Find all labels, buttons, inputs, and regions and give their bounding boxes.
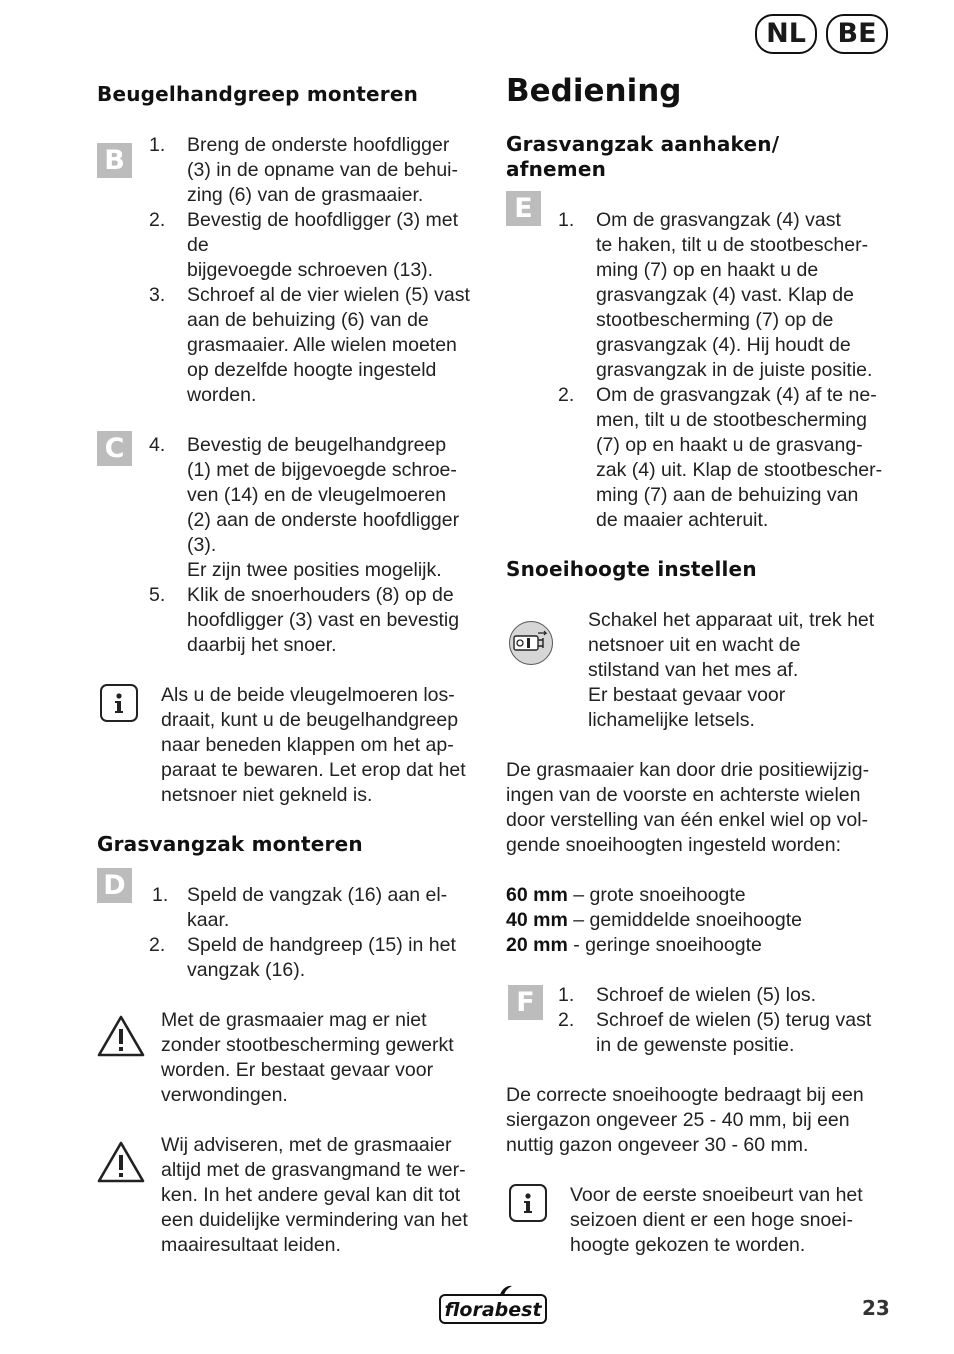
height-row: 60 mm – grote snoeihoogte (506, 884, 746, 906)
info-icon (509, 1184, 547, 1222)
info-note-wingnuts: Als u de beide vleugelmoeren los- draait, kunt u de beugelhandgreep naar beneden klappen om het ap- paraat te bewaren. Let erop dat het netsnoer niet gekneld is. (161, 684, 466, 806)
safety-note-unplug: Schakel het apparaat uit, trek het netsnoer uit en wacht de stilstand van het mes af. Er bestaat gevaar voor lichamelijke letsels. (588, 609, 875, 731)
svg-text:florabest: florabest (444, 1299, 542, 1321)
florabest-logo (438, 1283, 548, 1325)
warning-note-stootbescherming: Met de grasmaaier mag er niet zonder stootbescherming gewerkt worden. Er bestaat gevaar voor verwondingen. (161, 1009, 454, 1106)
figure-label-d: D (97, 868, 132, 903)
unplug-icon (508, 620, 554, 666)
height-row: 40 mm – gemiddelde snoeihoogte (506, 909, 802, 931)
figure-label-c: C (97, 431, 132, 466)
info-note-first-mowing: Voor de eerste snoeibeurt van het seizoen dient er een hoge snoei- hoogte gekozen te worden. (570, 1184, 863, 1256)
paragraph-correct-height: De correcte snoeihoogte bedraagt bij een siergazon ongeveer 25 - 40 mm, bij een nuttig gazon ongeveer 30 - 60 mm. (506, 1084, 864, 1156)
paragraph-cutting-heights: De grasmaaier kan door drie positiewijzig- ingen van de voorste en achterste wielen door verstelling van één enkel wiel op vol- gende snoeihoogten ingesteld worden: (506, 759, 870, 856)
language-badge-be: BE (826, 14, 888, 54)
info-icon (100, 684, 138, 722)
section-title-snoeihoogte: Snoeihoogte instellen (506, 557, 757, 581)
height-row: 20 mm - geringe snoeihoogte (506, 934, 762, 956)
section-title-beugelhandgreep: Beugelhandgreep monteren (97, 82, 419, 106)
page-title: Bediening (506, 73, 682, 109)
figure-label-e: E (506, 191, 541, 226)
figure-label-b: B (97, 143, 132, 178)
language-badge-nl: NL (755, 14, 817, 54)
section-title-grasvangzak-monteren: Grasvangzak monteren (97, 832, 363, 856)
warning-icon (97, 1014, 145, 1058)
warning-note-grasvangmand: Wij adviseren, met de grasmaaier altijd met de grasvangmand te wer- ken. In het andere geval kan dit tot een duidelijke vermindering van het maairesultaat leiden. (161, 1134, 468, 1256)
section-title-grasvangzak-aanhaken: Grasvangzak aanhaken/ afnemen (506, 132, 780, 181)
warning-icon (97, 1140, 145, 1184)
figure-label-f: F (508, 985, 543, 1020)
page-number: 23 (862, 1296, 890, 1320)
